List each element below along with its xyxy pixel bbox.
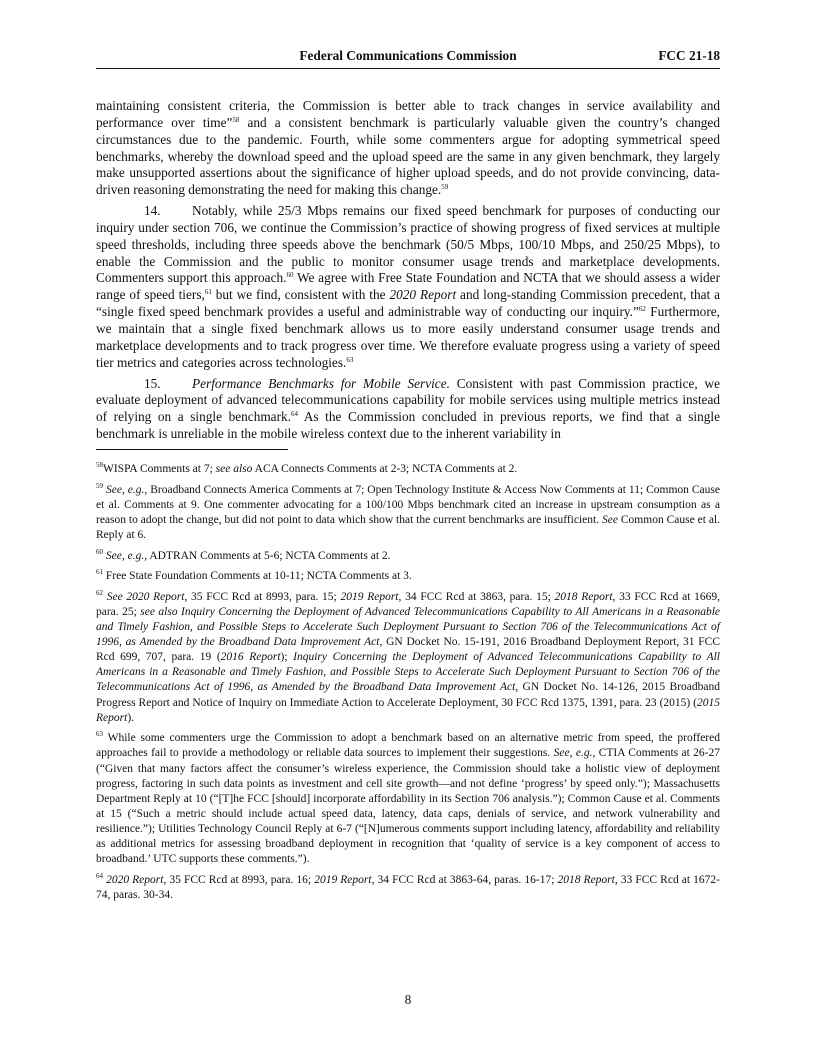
footnote-number: 63 [96, 730, 103, 739]
document-number: FCC 21-18 [658, 48, 720, 63]
paragraph-heading: Performance Benchmarks for Mobile Service. [192, 375, 450, 391]
footnote-ref[interactable]: 64 [290, 410, 298, 419]
footnotes [96, 462, 720, 903]
footnote-59: $^{59}$ See, e.g., Broadband Connects America Comments at 7; Open Technology Institute & Access Now Comments at 11; Common Cause et al. Comments at 9. One commenter advocating for a 100/100 Mbps benchmark cited an increase in upstream consumption as a reason to adopt the change, but did not point to data which show that the current benchmarks are insufficient. See Common Cause et al. Reply at 6. [96, 481, 720, 541]
paragraph-15: 15. Performance Benchmarks for Mobile Service. Consistent with past Commission practice, we evaluate deployment of advanced telecommunications capability for mobile services using multiple metrics instead of relying on a single benchmark.$^{64}$ As the Commission concluded in previous reports, we find that a single benchmark is unreliable in the mobile wireless context due to the inherent variability in [96, 375, 720, 442]
footnote-64: $^{64}$ 2020 Report, 35 FCC Rcd at 8993, para. 16; 2019 Report, 34 FCC Rcd at 3863-64, paras. 16-17; 2018 Report, 33 FCC Rcd at 1672-74, paras. 30-34. [96, 871, 720, 901]
footnote-63: $^{63}$ While some commenters urge the Commission to adopt a benchmark based on an alternative metric from speed, the proffered approaches fail to provide a methodology or reliable data sources to implement their suggestions. See, e.g., CTIA Comments at 26-27 (“Given that many factors affect the consumer’s wireless experience, the Commission should take a holistic view of deployment progress, factoring in such data points as investment and cell site growth—and not define ‘progress’ by speed only.”); Massachusetts Department Reply at 10 (“[T]he FCC [should] incorporate affordability in its Section 706 analysis.”); Common Cause et al. Comments at 15 (“Such a metric should include actual speed data, latency, data caps, denials of service, and network vulnerability and resilience.”); Utilities Technology Council Reply at 6-7 (“[N]umerous comments support including latency, affordability and reliability as additional metrics for assessing broadband deployment in recognition that ‘quality of service is a key component of access to broadband.’ UTC supports these comments.”). [96, 730, 720, 866]
footnote-number: 61 [96, 568, 103, 577]
header-title: Federal Communications Commission [299, 48, 517, 63]
document-page [96, 48, 720, 909]
footnote-number: 58 [96, 460, 103, 469]
footnote-number: 60 [96, 547, 103, 556]
footnote-ref[interactable]: 60 [286, 271, 294, 280]
page-number: 8 [404, 992, 412, 1007]
paragraph-number: 15. [144, 375, 161, 391]
footnote-number: 64 [96, 871, 103, 880]
body-text [96, 98, 720, 443]
footnote-ref[interactable]: 59 [441, 183, 449, 192]
footnote-ref[interactable]: 58 [232, 115, 240, 124]
continued-paragraph: maintaining consistent criteria, the Commission is better able to track changes in service availability and performance over time”$^{58}$ and a consistent benchmark is particularly valuable given the country’s changed circumstances due to the pandemic. Fourth, while some commenters argue for adopting symmetrical speed benchmarks, whereby the download speed and the upload speed are the same in any given benchmark, they largely make unsupported assertions about the significance of higher upload speeds, and do not provide convincing, data-driven reasoning demonstrating the need for making this change.$^{59}$ [96, 98, 720, 198]
footnote-number: 59 [96, 481, 103, 490]
header-rule [96, 68, 720, 69]
footnote-ref[interactable]: 62 [638, 305, 646, 314]
footnote-ref[interactable]: 63 [346, 355, 354, 364]
footnote-number: 62 [96, 588, 103, 597]
footnote-61: $^{61}$ Free State Foundation Comments at 10-11; NCTA Comments at 3. [96, 568, 412, 583]
page-header [96, 48, 720, 66]
footnote-60: $^{60}$ See, e.g., ADTRAN Comments at 5-6; NCTA Comments at 2. [96, 547, 391, 562]
footnote-58: $^{58}$WISPA Comments at 7; see also ACA Connects Comments at 2-3; NCTA Comments at 2. [96, 460, 518, 475]
footnote-ref[interactable]: 61 [204, 288, 212, 297]
footnote-62: $^{62}$ See 2020 Report, 35 FCC Rcd at 8993, para. 15; 2019 Report, 34 FCC Rcd at 3863, para. 15; 2018 Report, 33 FCC Rcd at 1669, para. 25; see also Inquiry Concerning the Deployment of Advanced Telecommunications Capability to All Americans in a Reasonable and Timely Fashion, and Possible Steps to Accelerate Such Deployment Pursuant to Section 706 of the Telecommunications Act of 1996, as Amended by the Broadband Data Improvement Act, GN Docket No. 15-191, 2016 Broadband Deployment Report, 31 FCC Rcd 699, 707, para. 19 (2016 Report); Inquiry Concerning the Deployment of Advanced Telecommunications Capability to All Americans in a Reasonable and Timely Fashion, and Possible Steps to Accelerate Such Deployment Pursuant to Section 706 of the Telecommunications Act of 1996, as Amended by the Broadband Data Improvement Act, GN Docket No. 14-126, 2015 Broadband Progress Report and Notice of Inquiry on Immediate Action to Accelerate Deployment, 30 FCC Rcd 1375, 1391, para. 23 (2015) (2015 Report). [96, 588, 721, 724]
paragraph-number: 14. [144, 203, 161, 219]
footnote-separator [96, 449, 288, 450]
paragraph-14: 14. Notably, while 25/3 Mbps remains our fixed speed benchmark for purposes of conducting our inquiry under section 706, we continue the Commission’s practice of showing progress of fixed services at multiple speed thresholds, including three speeds above the benchmark (50/5 Mbps, 100/10 Mbps, and 250/25 Mbps), to enable the Commission and the public to monitor consumer usage trends and marketplace developments. Commenters support this approach.$^{60}$ We agree with Free State Foundation and NCTA that we should assess a wider range of speed tiers,$^{61}$ but we find, consistent with the 2020 Report and long-standing Commission precedent, that a “single fixed speed benchmark provides a useful and administrable way of conducting our inquiry.”$^{62}$ Furthermore, we maintain that a single fixed benchmark allows us to more easily understand consumer usage trends and marketplace developments and to track progress over time. We therefore evaluate progress using a variety of speed tier metrics and categories across technologies.$^{63}$ [96, 203, 720, 370]
